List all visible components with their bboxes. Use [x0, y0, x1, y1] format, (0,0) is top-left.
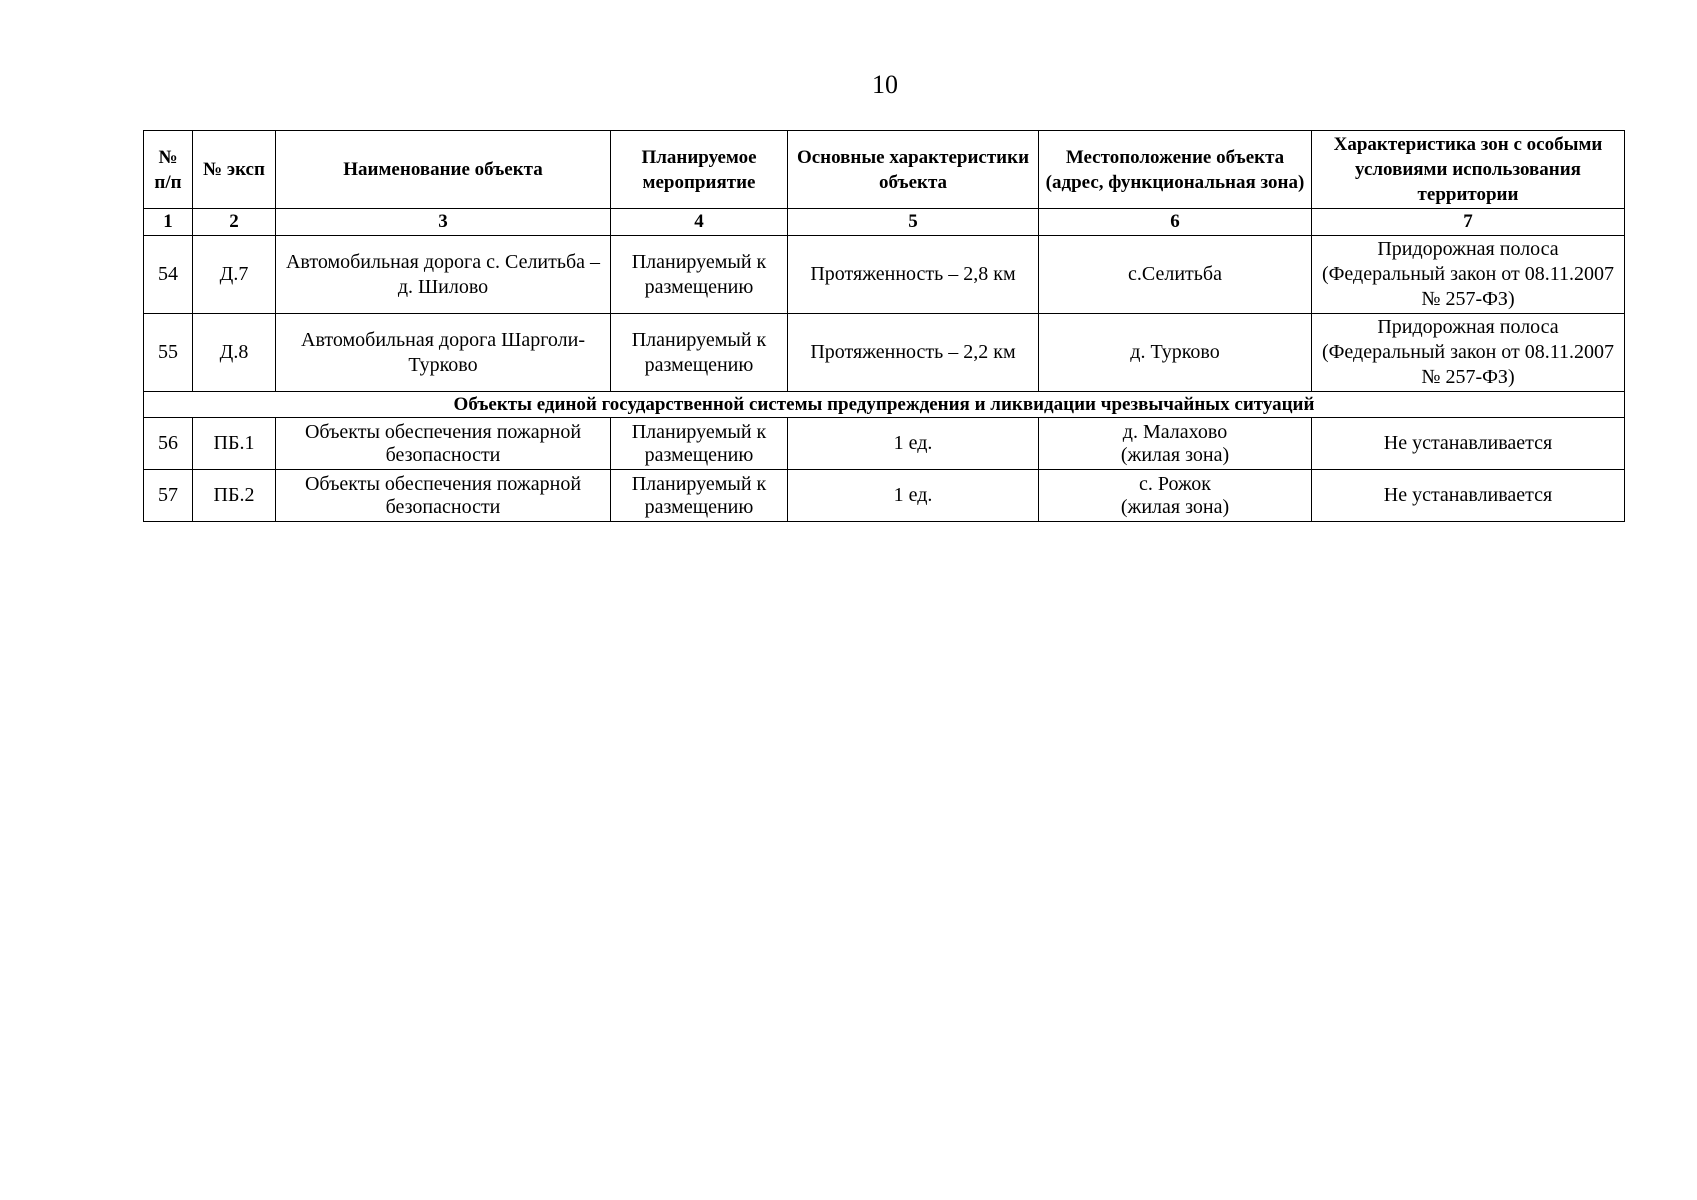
- cell-object-name: Автомобильная дорога с. Селитьба – д. Шилово: [276, 236, 611, 314]
- cell-exp-number: ПБ.2: [193, 470, 276, 522]
- cell-zone: Не устанавливается: [1312, 418, 1625, 470]
- column-number: 6: [1039, 209, 1312, 236]
- header-location: Местоположение объекта (адрес, функциональная зона): [1039, 131, 1312, 209]
- section-header-row: [144, 392, 1625, 418]
- cell-planned-action: Планируемый к размещению: [611, 314, 788, 392]
- cell-characteristics: Протяженность – 2,2 км: [788, 314, 1039, 392]
- cell-planned-action: Планируемый к размещению: [611, 470, 788, 522]
- cell-row-number: 57: [144, 470, 193, 522]
- cell-planned-action: Планируемый к размещению: [611, 236, 788, 314]
- cell-zone: Не устанавливается: [1312, 470, 1625, 522]
- table-row: [144, 314, 1625, 392]
- cell-zone: Придорожная полоса (Федеральный закон от 08.11.2007 № 257-ФЗ): [1312, 236, 1625, 314]
- cell-exp-number: Д.8: [193, 314, 276, 392]
- header-characteristics: Основные характеристики объекта: [788, 131, 1039, 209]
- column-number: 3: [276, 209, 611, 236]
- cell-row-number: 56: [144, 418, 193, 470]
- cell-object-name: Объекты обеспечения пожарной безопасности: [276, 418, 611, 470]
- cell-characteristics: 1 ед.: [788, 470, 1039, 522]
- cell-object-name: Автомобильная дорога Шарголи-Турково: [276, 314, 611, 392]
- cell-exp-number: ПБ.1: [193, 418, 276, 470]
- cell-row-number: 54: [144, 236, 193, 314]
- cell-location: [1039, 418, 1312, 470]
- column-number: 4: [611, 209, 788, 236]
- column-number: 2: [193, 209, 276, 236]
- cell-planned-action: Планируемый к размещению: [611, 418, 788, 470]
- header-planned-action: Планируемое мероприятие: [611, 131, 788, 209]
- cell-characteristics: 1 ед.: [788, 418, 1039, 470]
- column-number: 7: [1312, 209, 1625, 236]
- table-row: [144, 418, 1625, 470]
- header-zone: Характеристика зон с особыми условиями использования территории: [1312, 131, 1625, 209]
- page-number: 10: [872, 70, 898, 99]
- cell-exp-number: Д.7: [193, 236, 276, 314]
- header-row-number: № п/п: [144, 131, 193, 209]
- location-line: (жилая зона): [1120, 443, 1230, 466]
- column-number: 5: [788, 209, 1039, 236]
- cell-characteristics: Протяженность – 2,8 км: [788, 236, 1039, 314]
- cell-location: с.Селитьба: [1039, 236, 1312, 314]
- table-row: [144, 236, 1625, 314]
- table-row: [144, 470, 1625, 522]
- cell-zone: Придорожная полоса (Федеральный закон от 08.11.2007 № 257-ФЗ): [1312, 314, 1625, 392]
- header-exp-number: № эксп: [193, 131, 276, 209]
- cell-location: [1039, 470, 1312, 522]
- location-line: д. Малахово: [1122, 420, 1228, 443]
- column-number-row: [144, 209, 1625, 236]
- header-object-name: Наименование объекта: [276, 131, 611, 209]
- objects-table: [143, 130, 1625, 522]
- header-row: [144, 131, 1625, 209]
- cell-object-name: Объекты обеспечения пожарной безопасности: [276, 470, 611, 522]
- cell-row-number: 55: [144, 314, 193, 392]
- section-title: Объекты единой государственной системы предупреждения и ликвидации чрезвычайных ситуаций: [144, 392, 1625, 418]
- location-line: (жилая зона): [1120, 495, 1230, 518]
- column-number: 1: [144, 209, 193, 236]
- location-line: с. Рожок: [1138, 472, 1212, 495]
- cell-location: д. Турково: [1039, 314, 1312, 392]
